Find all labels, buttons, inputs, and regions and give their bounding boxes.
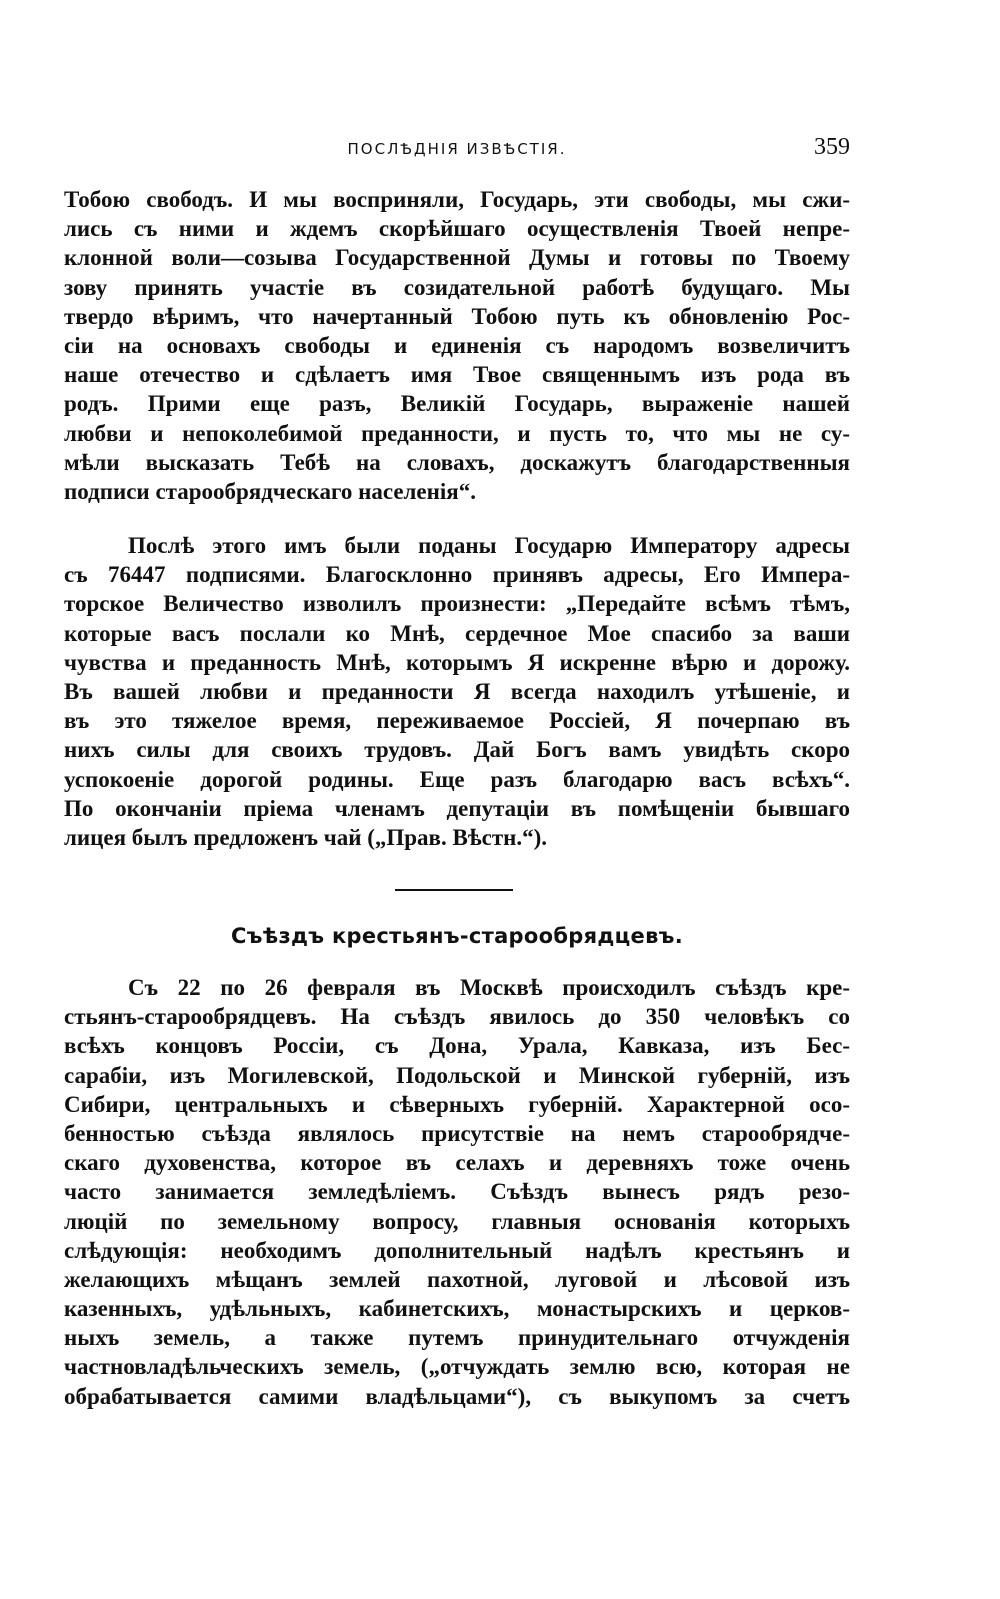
section-divider (395, 889, 513, 891)
text-line: лицея былъ предложенъ чай („Прав. Вѣстн.“). (64, 824, 548, 850)
text-line: любви и непоколебимой преданности, и пусть то, что мы не су- (64, 420, 850, 446)
text-line: ныхъ земель, а также путемъ принудительнаго отчужденія (64, 1325, 850, 1351)
text-line: твердо вѣримъ, что начертанный Тобою путь къ обновленію Рос- (64, 303, 850, 329)
section-heading: Съѣздъ крестьянъ-старообрядцевъ. (230, 924, 684, 948)
paragraph-3 (64, 973, 850, 1411)
text-line: желающихъ мѣщанъ землей пахотной, луговой и лѣсовой изъ (64, 1266, 850, 1292)
text-line: нихъ силы для своихъ трудовъ. Дай Богъ вамъ увидѣть скоро (64, 737, 850, 763)
text-line: Послѣ этого имъ были поданы Государю Императору адресы (128, 533, 850, 558)
text-line: мѣли высказать Тебѣ на словахъ, доскажутъ благодарственныя (64, 449, 850, 475)
text-line: которые васъ послали ко Мнѣ, сердечное Мое спасибо за ваши (64, 620, 850, 646)
text-line: бенностью съѣзда являлось присутствіе на немъ старообрядче- (64, 1120, 850, 1146)
paragraph-2 (64, 531, 850, 852)
text-line: Тобою свободъ. И мы восприняли, Государь, эти свободы, мы сжи- (64, 187, 850, 212)
text-line: въ это тяжелое время, переживаемое Россіей, Я почерпаю въ (64, 708, 850, 734)
text-line: лись съ ними и ждемъ скорѣйшаго осуществленія Твоей непре- (64, 216, 850, 242)
text-line: Въ вашей любви и преданности Я всегда находилъ утѣшеніе, и (64, 678, 850, 704)
text-line: торское Величество изволилъ произнести: „Передайте всѣмъ тѣмъ, (64, 591, 850, 617)
text-line: слѣдующія: необходимъ дополнительный надѣлъ крестьянъ и (64, 1237, 850, 1263)
text-line: сіи на основахъ свободы и единенія съ народомъ возвеличитъ (64, 332, 850, 358)
text-line: казенныхъ, удѣльныхъ, кабинетскихъ, монастырскихъ и церков- (64, 1296, 850, 1322)
text-line: наше отечество и сдѣлаетъ имя Твое священнымъ изъ рода въ (64, 362, 850, 388)
text-line: подписи старообрядческаго населенія“. (64, 478, 476, 504)
page-number: 359 (814, 134, 850, 160)
paragraph-1 (64, 185, 850, 506)
running-header (64, 134, 850, 164)
text-line: клонной воли—созыва Государственной Думы и готовы по Твоему (64, 245, 850, 271)
running-title: ПОСЛѢДНІЯ ИЗВѢСТІЯ. (347, 140, 567, 158)
text-line: чувства и преданность Мнѣ, которымъ Я искренне вѣрю и дорожу. (64, 649, 850, 675)
text-line: съ 76447 подписями. Благосклонно принявъ адресы, Его Импера- (64, 562, 850, 588)
text-line: обрабатывается самими владѣльцами“), съ выкупомъ за счетъ (64, 1383, 850, 1409)
text-line: люцій по земельному вопросу, главныя основанія которыхъ (64, 1208, 850, 1234)
text-line: родъ. Прими еще разъ, Великій Государь, выраженіе нашей (64, 391, 850, 417)
text-line: Сибири, центральныхъ и сѣверныхъ губерній. Характерной осо- (64, 1091, 850, 1117)
text-line: стьянъ-старообрядцевъ. На съѣздъ явилось до 350 человѣкъ со (64, 1004, 850, 1030)
text-line: зову принять участіе въ созидательной работѣ будущаго. Мы (64, 274, 850, 300)
text-line: Съ 22 по 26 февраля въ Москвѣ происходилъ съѣздъ кре- (128, 975, 850, 1000)
text-line: По окончаніи пріема членамъ депутаціи въ помѣщеніи бывшаго (64, 795, 850, 821)
text-line: частновладѣльческихъ земель, („отчуждать землю всю, которая не (64, 1354, 850, 1380)
text-line: успокоеніе дорогой родины. Еще разъ благодарю васъ всѣхъ“. (64, 766, 850, 792)
text-line: скаго духовенства, которое въ селахъ и деревняхъ тоже очень (64, 1150, 850, 1176)
text-line: часто занимается земледѣліемъ. Съѣздъ вынесъ рядъ резо- (64, 1179, 850, 1205)
text-line: сарабіи, изъ Могилевской, Подольской и Минской губерній, изъ (64, 1062, 850, 1088)
text-line: всѣхъ концовъ Россіи, съ Дона, Урала, Кавказа, изъ Бес- (64, 1033, 850, 1059)
